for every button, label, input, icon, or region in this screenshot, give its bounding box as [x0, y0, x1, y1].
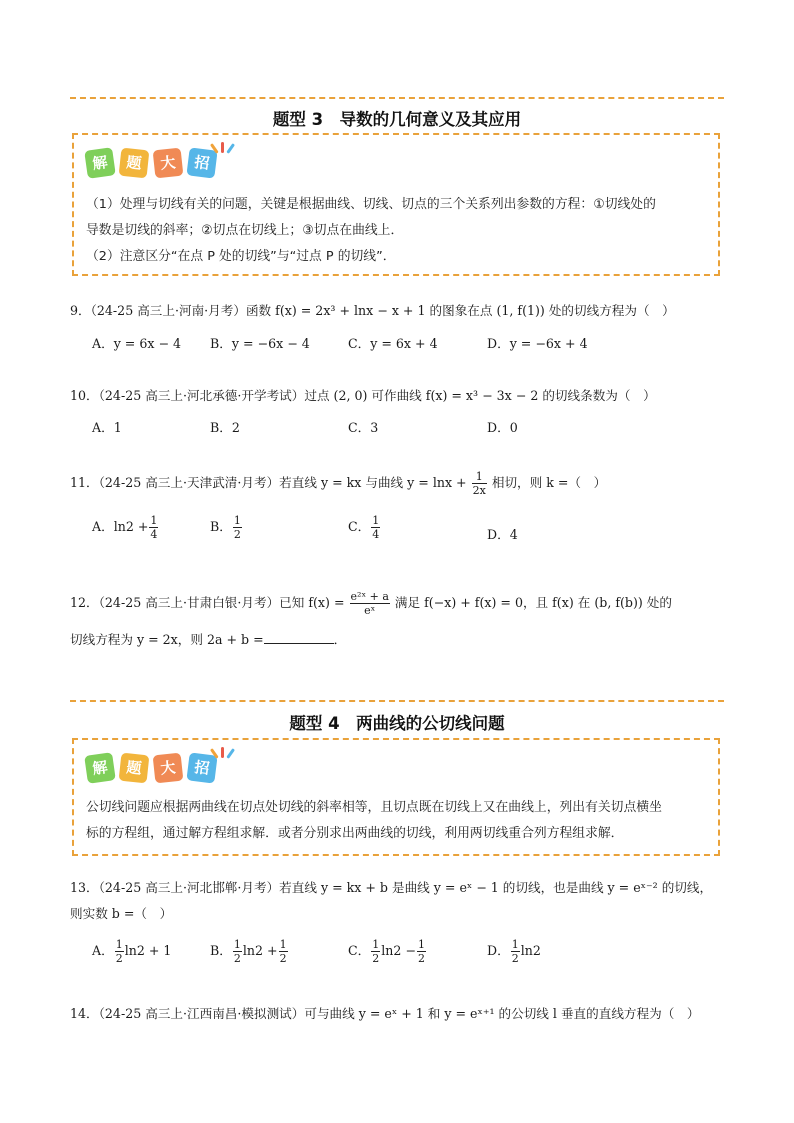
badge-tile: 招	[186, 752, 217, 783]
sparkle-icon	[214, 139, 230, 153]
section4-title: 题型 4 两曲线的公切线问题	[289, 714, 505, 733]
question-11-option-a: A．ln2 + $\frac{1}{4}$	[92, 514, 158, 541]
tip-line: 导数是切线的斜率；②切点在切线上；③切点在曲线上．	[86, 223, 404, 238]
badge-tile: 题	[119, 753, 150, 784]
sparkle-icon	[214, 744, 230, 758]
tip-line: （1）处理与切线有关的问题，关键是根据曲线、切线、切点的三个关系列出参数的方程：①切线处的	[86, 197, 656, 212]
section3-tip-text	[86, 192, 708, 270]
tip-line: （2）注意区分“在点 P 处的切线”与“过点 P 的切线”．	[86, 249, 396, 264]
fraction: $\frac{1}{2x}$	[472, 470, 486, 497]
fraction: $\frac{\text{e²ˣ + a}}{\text{eˣ}}$	[350, 590, 389, 617]
question-9-option-b: B．y = −6x − 4	[210, 336, 310, 351]
question-11-stem	[70, 470, 730, 497]
question-10-option-d: D．0	[487, 420, 518, 435]
question-10-option-a: A．1	[92, 420, 122, 435]
question-12-line2: 切线方程为 y = 2x，则 2a + b = ．	[70, 632, 347, 647]
question-11-option-c: C． $\frac{1}{4}$	[348, 514, 380, 541]
question-13-option-c: C． $\frac{1}{2}$ ln2 − $\frac{1}{2}$	[348, 938, 425, 965]
question-10-option-c: C．3	[348, 420, 379, 435]
question-13-option-d: D． $\frac{1}{2}$ ln2	[487, 938, 541, 965]
question-13-stem: 13．（24-25 高三上·河北邯郸·月考）若直线 y = kx + b 是曲线 y = eˣ − 1 的切线，也是曲线 y = eˣ⁻² 的切线，	[70, 880, 713, 895]
question-10-option-b: B．2	[210, 420, 240, 435]
question-9-option-a: A．y = 6x − 4	[92, 336, 182, 351]
section4-top-divider	[70, 700, 724, 702]
badge-tile: 解	[84, 752, 116, 784]
section3-title: 题型 3 导数的几何意义及其应用	[272, 110, 522, 129]
stem-text: 相切，则 k =（ ）	[491, 475, 607, 490]
badge-tile: 解	[84, 147, 116, 179]
question-9-option-d: D．y = −6x + 4	[487, 336, 588, 351]
tip-line: 公切线问题应根据两曲线在切点处切线的斜率相等，且切点既在切线上又在曲线上，列出有关切点横坐	[86, 800, 662, 815]
badge-tile: 招	[186, 147, 217, 178]
question-9-stem: 9．（24-25 高三上·河南·月考）函数 f(x) = 2x³ + lnx − x + 1 的图象在点 (1, f(1)) 处的切线方程为（ ）	[70, 303, 675, 318]
question-11-option-b: B． $\frac{1}{2}$	[210, 514, 241, 541]
stem-text: 11．（24-25 高三上·天津武清·月考）若直线 y = kx 与曲线 y = lnx +	[70, 475, 467, 490]
question-14-stem: 14．（24-25 高三上·江西南昌·模拟测试）可与曲线 y = eˣ + 1 和 y = eˣ⁺¹ 的公切线 l 垂直的直线方程为（ ）	[70, 1006, 700, 1021]
question-12-stem: 12．（24-25 高三上·甘肃白银·月考）已知 f(x) = $\frac{\text{e²ˣ + a}}{\text{eˣ}}$ 满足 f(−x) + f(x) = 0，且 f(x) 在 (b, f(b)) 处的	[70, 590, 672, 617]
question-9-option-c: C．y = 6x + 4	[348, 336, 438, 351]
question-11-option-d: D．4	[487, 527, 518, 542]
badge-tile: 题	[119, 148, 150, 179]
question-10-stem: 10．（24-25 高三上·河北承德·开学考试）过点 (2, 0) 可作曲线 f(x) = x³ − 3x − 2 的切线条数为（ ）	[70, 388, 656, 403]
answer-blank[interactable]	[264, 631, 334, 644]
section3-tip-box	[72, 133, 720, 276]
question-13-option-a: A． $\frac{1}{2}$ ln2 + 1	[92, 938, 172, 965]
question-13-option-b: B． $\frac{1}{2}$ ln2 + $\frac{1}{2}$	[210, 938, 287, 965]
section4-tip-box	[72, 738, 720, 856]
badge-tile: 大	[153, 148, 184, 179]
question-13-stem-line2: 则实数 b =（ ）	[70, 906, 173, 921]
badge-tile: 大	[153, 753, 184, 784]
section3-top-divider	[70, 97, 724, 99]
section4-tip-text	[86, 795, 708, 847]
tip-line: 标的方程组，通过解方程组求解．或者分别求出两曲线的切线，利用两切线重合列方程组求解．	[86, 826, 624, 841]
